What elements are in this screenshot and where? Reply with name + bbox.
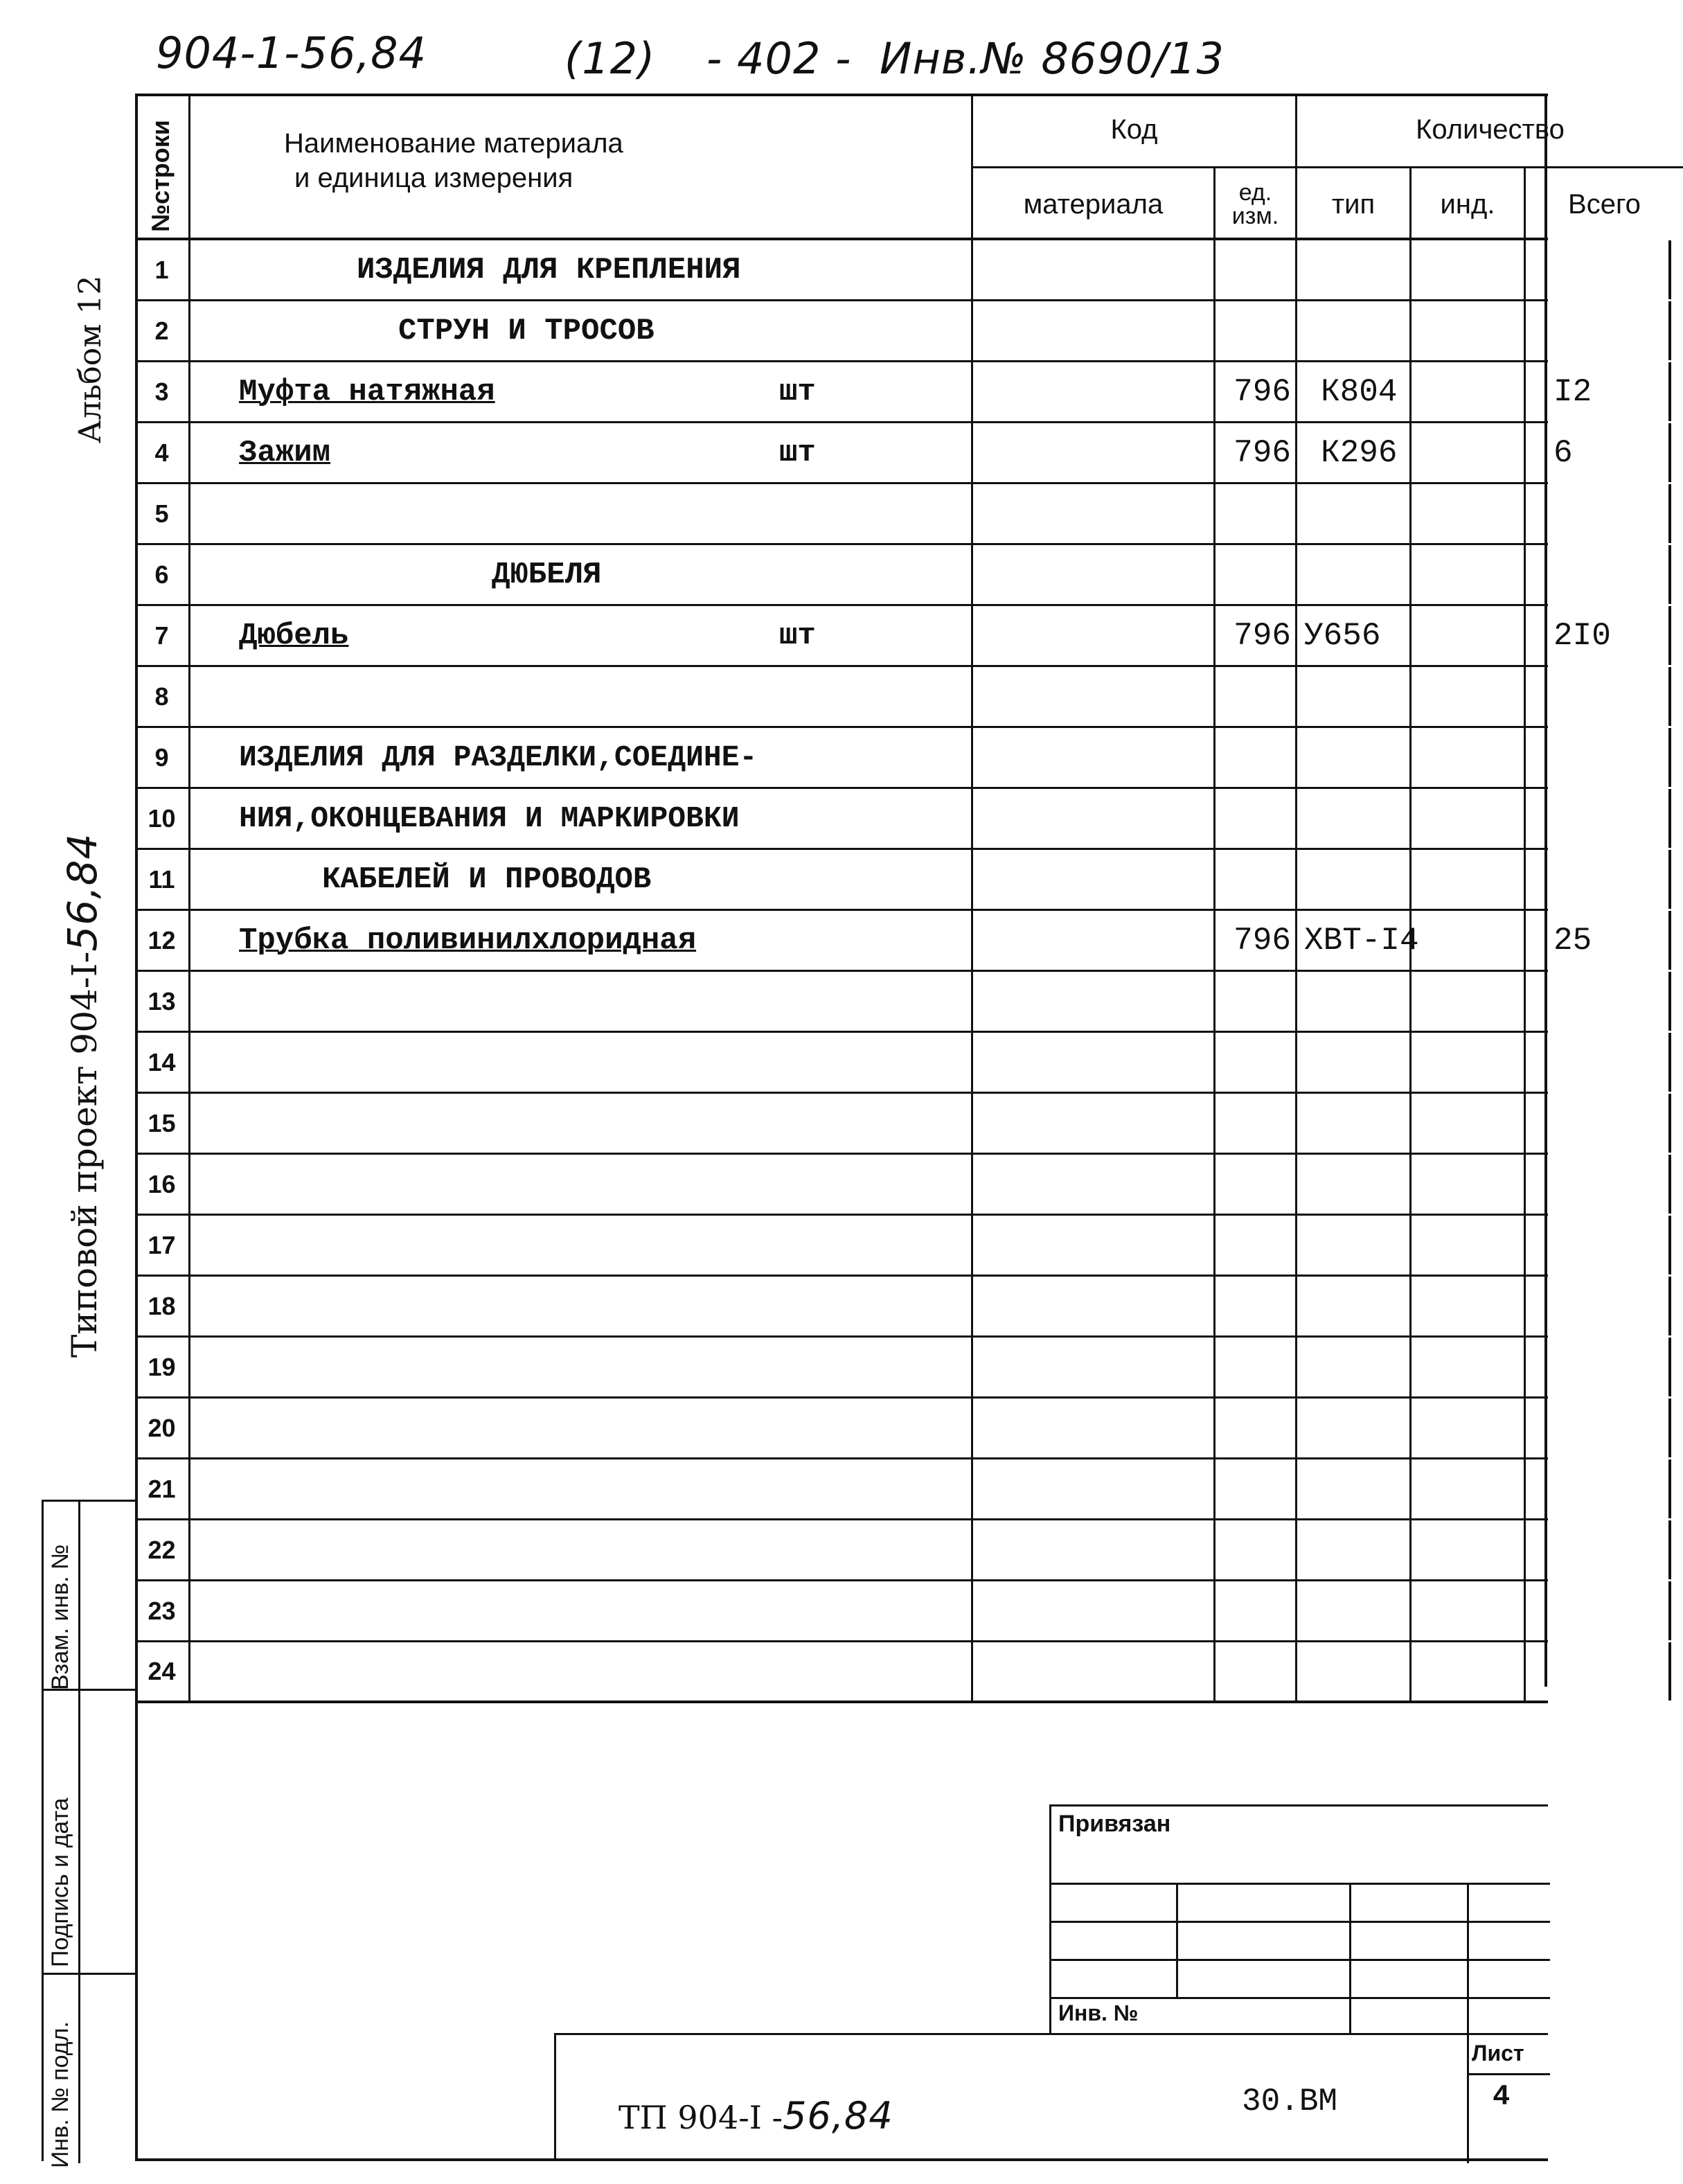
row-number: 17 [135, 1216, 190, 1275]
row-code [973, 1459, 1216, 1518]
row-unit-code [1216, 1155, 1297, 1214]
row-type [1297, 1642, 1412, 1701]
row-number: 21 [135, 1459, 190, 1518]
row-unit-code: 796 [1216, 362, 1297, 421]
row-ind [1412, 362, 1526, 421]
header-row-no: №строки [146, 120, 175, 232]
row-type [1297, 667, 1412, 726]
row-unit-code [1216, 1581, 1297, 1640]
row-ind [1412, 1338, 1526, 1396]
row-total [1526, 1459, 1671, 1518]
row-unit-code [1216, 972, 1297, 1031]
inventory-no-label: Инв. № [1058, 2000, 1139, 2025]
row-unit: шт [779, 435, 816, 470]
row-code [973, 362, 1216, 421]
row-unit-code [1216, 1277, 1297, 1335]
row-total: 25 [1526, 911, 1671, 970]
row-unit-code [1216, 1520, 1297, 1579]
row-name [190, 1033, 973, 1092]
row-number: 9 [135, 728, 190, 787]
row-ind [1412, 1155, 1526, 1214]
row-total [1526, 1338, 1671, 1396]
row-total [1526, 1216, 1671, 1275]
row-ind [1412, 972, 1526, 1031]
row-unit-code [1216, 667, 1297, 726]
table-row [135, 362, 1592, 423]
handwritten-album-number: (12) [564, 33, 656, 84]
row-code [973, 1094, 1216, 1153]
row-name [190, 423, 973, 482]
row-name [190, 1459, 973, 1518]
row-type [1297, 1581, 1412, 1640]
row-unit-code [1216, 1094, 1297, 1153]
side-project-hand: 56,84 [59, 833, 106, 952]
row-name: ДЮБЕЛЯ [190, 545, 973, 604]
row-unit-code [1216, 240, 1297, 299]
sheet-number: 4 [1493, 2080, 1511, 2113]
row-name [190, 1520, 973, 1579]
row-name [190, 1216, 973, 1275]
row-unit: шт [779, 374, 816, 409]
row-number: 14 [135, 1033, 190, 1092]
row-number: 11 [135, 850, 190, 909]
row-type [1297, 240, 1412, 299]
row-name-text: Трубка поливинилхлоридная [239, 923, 697, 958]
row-code [973, 667, 1216, 726]
side-project-prefix: Типовой проект 904-I- [64, 951, 105, 1358]
row-code [973, 1216, 1216, 1275]
side-vzam-inv-label: Взам. инв. № [47, 1544, 73, 1690]
row-unit-code [1216, 1459, 1297, 1518]
row-code [973, 1277, 1216, 1335]
row-unit-code [1216, 850, 1297, 909]
strip-divider [78, 1502, 80, 2163]
row-ind [1412, 484, 1526, 543]
table-row [135, 667, 1548, 728]
row-type [1297, 484, 1412, 543]
header-name-line2: и единица измерения [294, 163, 573, 193]
row-name [190, 667, 973, 726]
row-ind [1412, 1216, 1526, 1275]
handwritten-inventory-number: Инв.№ 8690/13 [880, 33, 1225, 84]
row-name [190, 362, 973, 421]
header-name-line1: Наименование материала [284, 128, 623, 159]
row-ind [1412, 1520, 1526, 1579]
row-unit-code [1216, 789, 1297, 848]
row-name-text: Муфта натяжная [239, 374, 495, 409]
row-ind [1412, 606, 1526, 665]
binding-col-3 [1467, 1883, 1469, 2035]
row-code [973, 606, 1216, 665]
document-code-hand: 56,84 [783, 2094, 893, 2138]
row-name [190, 1094, 973, 1153]
table-row [135, 423, 1573, 484]
row-name: СТРУН И ТРОСОВ [190, 301, 973, 360]
row-total [1526, 1581, 1671, 1640]
row-type [1297, 972, 1412, 1031]
row-code [973, 1520, 1216, 1579]
row-unit-code: 796 [1216, 423, 1297, 482]
row-type [1297, 301, 1412, 360]
row-unit: шт [779, 618, 816, 653]
table-row [135, 1338, 1548, 1399]
document-code-prefix: ТП 904-I - [618, 2099, 783, 2136]
row-name: НИЯ,ОКОНЦЕВАНИЯ И МАРКИРОВКИ [190, 789, 973, 848]
sheet-label: Лист [1472, 2041, 1524, 2066]
table-row [135, 728, 1548, 789]
header-qty: Количество [1416, 114, 1565, 145]
row-type: К804 [1297, 362, 1412, 421]
sheet-row-divider [1467, 2073, 1550, 2075]
row-type [1297, 1033, 1412, 1092]
row-total [1526, 850, 1671, 909]
header-row-no-cell [135, 94, 190, 240]
row-code [973, 1642, 1216, 1701]
row-total [1526, 1033, 1671, 1092]
row-total [1526, 667, 1671, 726]
row-code [973, 545, 1216, 604]
row-total [1526, 728, 1671, 787]
row-ind [1412, 1581, 1526, 1640]
binding-line-1 [1051, 1883, 1550, 1885]
row-number: 6 [135, 545, 190, 604]
row-number: 24 [135, 1642, 190, 1701]
row-code [973, 484, 1216, 543]
header-qty-ind: инд. [1440, 188, 1495, 220]
row-name [190, 1642, 973, 1701]
row-type [1297, 728, 1412, 787]
side-album-label: Альбом 12 [73, 275, 108, 443]
header-code-material-cell [973, 168, 1216, 240]
row-name-text: Зажим [239, 435, 331, 470]
row-number: 13 [135, 972, 190, 1031]
row-name [190, 1277, 973, 1335]
row-total: I2 [1526, 362, 1671, 421]
document-code [618, 2094, 893, 2138]
row-type: К296 [1297, 423, 1412, 482]
table-row [135, 911, 1592, 972]
header-qty-type-cell [1297, 168, 1412, 240]
row-ind [1412, 423, 1526, 482]
row-unit-code [1216, 1642, 1297, 1701]
row-ind [1412, 850, 1526, 909]
row-number: 16 [135, 1155, 190, 1214]
row-name: ИЗДЕЛИЯ ДЛЯ КРЕПЛЕНИЯ [190, 240, 973, 299]
header-qty-cell [1297, 94, 1683, 168]
row-name [190, 1399, 973, 1457]
row-total [1526, 1520, 1671, 1579]
row-ind [1412, 545, 1526, 604]
row-code [973, 728, 1216, 787]
row-ind [1412, 1277, 1526, 1335]
binding-label: Привязан [1058, 1811, 1171, 1837]
table-row [135, 1520, 1548, 1581]
table-row [135, 240, 1548, 301]
row-number: 1 [135, 240, 190, 299]
row-unit-code [1216, 545, 1297, 604]
row-code [973, 911, 1216, 970]
row-total [1526, 484, 1671, 543]
table-row [135, 1216, 1548, 1277]
binding-col-2 [1349, 1883, 1351, 2035]
row-ind [1412, 911, 1526, 970]
row-total: 2I0 [1526, 606, 1671, 665]
row-number: 15 [135, 1094, 190, 1153]
row-number: 10 [135, 789, 190, 848]
table-row [135, 301, 1548, 362]
table-row [135, 1399, 1548, 1459]
row-total [1526, 1399, 1671, 1457]
table-row [135, 1033, 1548, 1094]
row-code [973, 240, 1216, 299]
row-type [1297, 1216, 1412, 1275]
row-ind [1412, 789, 1526, 848]
row-name: КАБЕЛЕЙ И ПРОВОДОВ [190, 850, 973, 909]
row-ind [1412, 1094, 1526, 1153]
row-number: 12 [135, 911, 190, 970]
row-number: 3 [135, 362, 190, 421]
row-name [190, 1338, 973, 1396]
row-total [1526, 301, 1671, 360]
row-number: 20 [135, 1399, 190, 1457]
table-row [135, 1277, 1548, 1338]
row-total [1526, 1094, 1671, 1153]
row-type [1297, 789, 1412, 848]
row-type: У656 [1297, 606, 1412, 665]
header-code-unit-cell [1216, 168, 1297, 240]
row-code [973, 789, 1216, 848]
row-ind [1412, 301, 1526, 360]
sheet-col-divider [1467, 2035, 1469, 2163]
row-ind [1412, 728, 1526, 787]
table-body [135, 240, 1611, 1709]
row-total [1526, 972, 1671, 1031]
table-row [135, 972, 1548, 1033]
binding-stamp [1049, 1804, 1548, 2033]
side-project-label [59, 833, 106, 1358]
row-ind [1412, 1642, 1526, 1701]
header-name-cell [190, 94, 973, 240]
row-total: 6 [1526, 423, 1671, 482]
row-name [190, 484, 973, 543]
row-unit-code [1216, 728, 1297, 787]
row-ind [1412, 667, 1526, 726]
handwritten-project-number: 904-1-56,84 [156, 28, 427, 78]
row-type [1297, 1399, 1412, 1457]
binding-line-2 [1051, 1921, 1550, 1923]
side-inv-podl-label: Инв. № подл. [47, 2021, 73, 2168]
header-code: Код [1110, 114, 1158, 145]
row-number: 5 [135, 484, 190, 543]
row-number: 8 [135, 667, 190, 726]
table-header [135, 94, 1641, 240]
binding-line-4 [1051, 1997, 1550, 1999]
table-row [135, 1459, 1548, 1520]
row-unit-code [1216, 1338, 1297, 1396]
table-row [135, 1642, 1548, 1703]
row-name [190, 1155, 973, 1214]
header-qty-type: тип [1331, 188, 1375, 220]
row-type [1297, 850, 1412, 909]
row-code [973, 301, 1216, 360]
row-name [190, 972, 973, 1031]
row-type [1297, 1155, 1412, 1214]
row-name: ИЗДЕЛИЯ ДЛЯ РАЗДЕЛКИ,СОЕДИНЕ- [190, 728, 973, 787]
header-qty-total: Всего [1568, 188, 1641, 220]
row-total [1526, 789, 1671, 848]
row-ind [1412, 240, 1526, 299]
row-code [973, 850, 1216, 909]
row-unit-code: 796 [1216, 606, 1297, 665]
row-unit-code [1216, 1399, 1297, 1457]
row-code [973, 972, 1216, 1031]
row-ind [1412, 1399, 1526, 1457]
table-row [135, 606, 1611, 667]
row-code [973, 1155, 1216, 1214]
header-code-material: материала [1023, 188, 1164, 220]
row-type: ХВТ-I4 [1297, 911, 1412, 970]
table-row [135, 789, 1548, 850]
strip-line-2 [44, 1973, 137, 1975]
table-row [135, 484, 1548, 545]
table-row [135, 1155, 1548, 1216]
row-type [1297, 1277, 1412, 1335]
row-total [1526, 1277, 1671, 1335]
row-ind [1412, 1459, 1526, 1518]
row-code [973, 1581, 1216, 1640]
row-name-text: Дюбель [239, 618, 349, 653]
row-type [1297, 1094, 1412, 1153]
row-ind [1412, 1033, 1526, 1092]
row-code [973, 1399, 1216, 1457]
binding-line-3 [1051, 1959, 1550, 1961]
row-total [1526, 240, 1671, 299]
document-mark: 30.ВМ [1242, 2084, 1338, 2120]
row-unit-code: 796 [1216, 911, 1297, 970]
table-row [135, 850, 1548, 911]
row-unit-code [1216, 484, 1297, 543]
binding-col-1 [1176, 1883, 1178, 1997]
handwritten-page-number: - 402 - [706, 33, 852, 84]
row-number: 2 [135, 301, 190, 360]
row-code [973, 1033, 1216, 1092]
header-code-unit: ед. изм. [1231, 179, 1279, 229]
header-code-cell [973, 94, 1297, 168]
row-unit-code [1216, 1216, 1297, 1275]
row-number: 23 [135, 1581, 190, 1640]
row-unit-code [1216, 1033, 1297, 1092]
side-signature-date-label: Подпись и дата [47, 1797, 73, 1967]
title-block [554, 2033, 1548, 2161]
row-total [1526, 1642, 1671, 1701]
row-name [190, 911, 973, 970]
row-total [1526, 545, 1671, 604]
table-row [135, 1094, 1548, 1155]
header-qty-total-cell [1526, 168, 1683, 240]
header-qty-ind-cell [1412, 168, 1526, 240]
row-number: 19 [135, 1338, 190, 1396]
row-number: 7 [135, 606, 190, 665]
row-name [190, 606, 973, 665]
row-number: 22 [135, 1520, 190, 1579]
row-type [1297, 1520, 1412, 1579]
table-row [135, 545, 1548, 606]
row-name [190, 1581, 973, 1640]
row-type [1297, 1459, 1412, 1518]
row-number: 4 [135, 423, 190, 482]
table-row [135, 1581, 1548, 1642]
row-type [1297, 1338, 1412, 1396]
row-unit-code [1216, 301, 1297, 360]
row-code [973, 423, 1216, 482]
row-type [1297, 545, 1412, 604]
row-code [973, 1338, 1216, 1396]
row-number: 18 [135, 1277, 190, 1335]
row-total [1526, 1155, 1671, 1214]
